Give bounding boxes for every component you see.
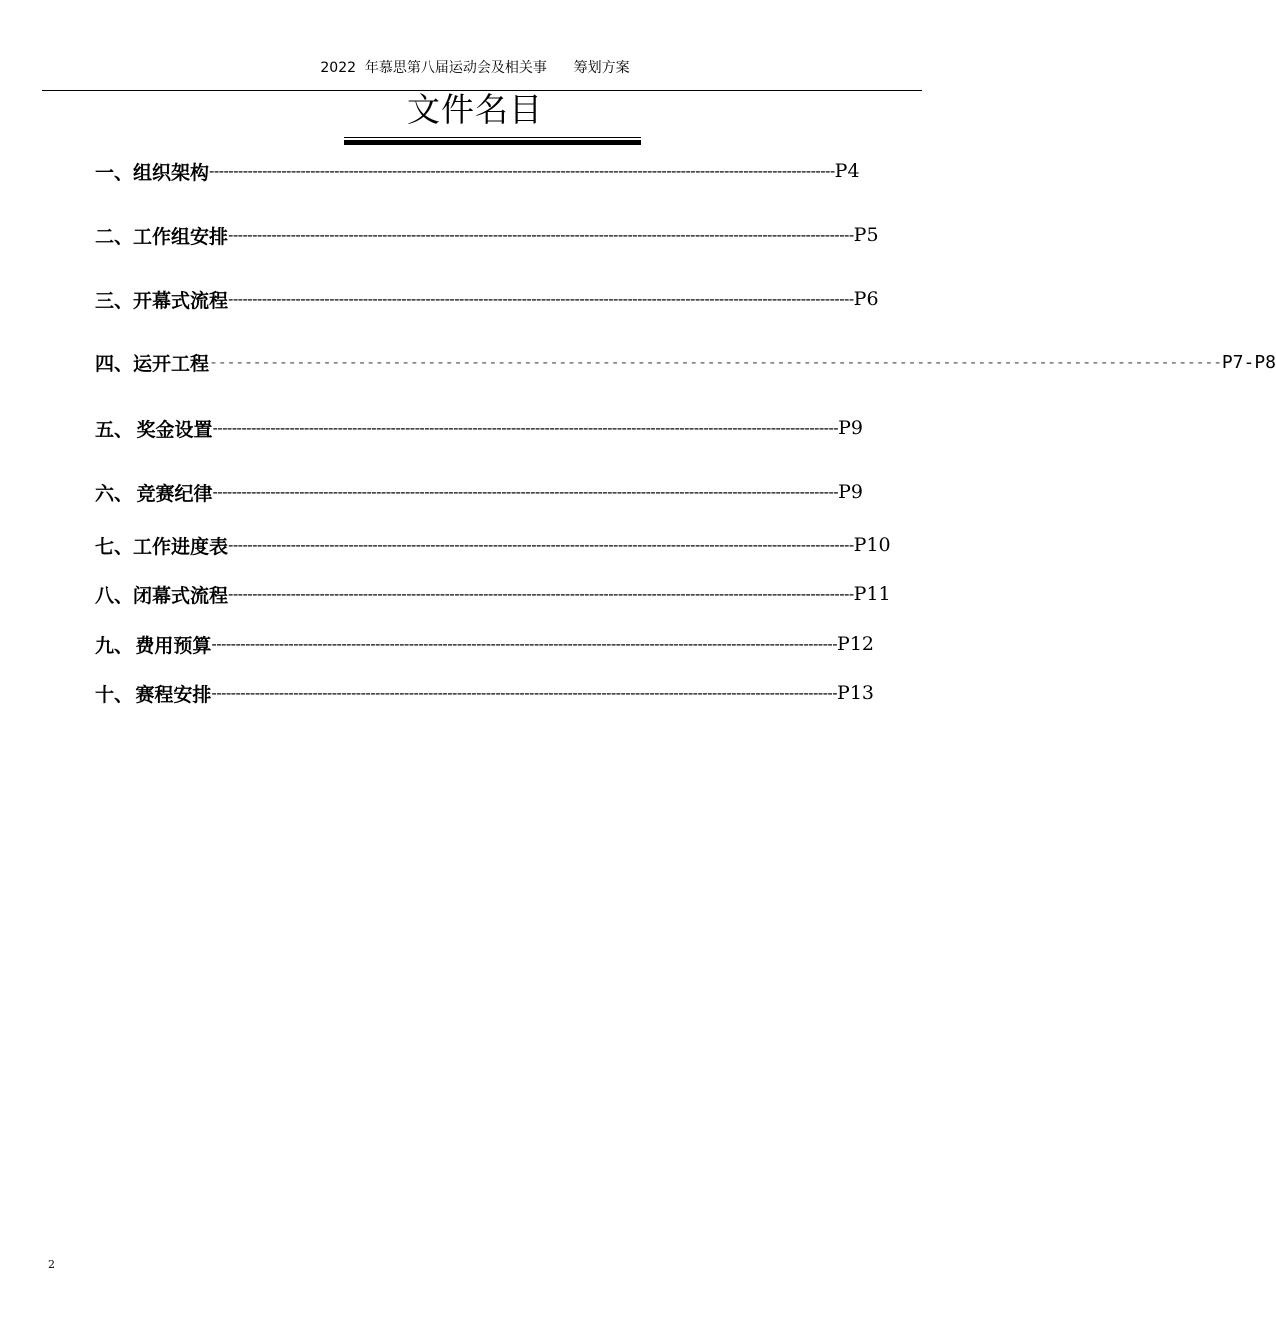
- toc-entry-title: 工作组安排: [133, 225, 229, 248]
- toc-entry-title: 工作进度表: [133, 535, 229, 558]
- toc-entry-number: 八、: [95, 584, 134, 607]
- toc-leader: ----------------------------------------------------------------------------------------------------------------------------------: [212, 419, 839, 437]
- toc-entry[interactable]: [95, 631, 874, 657]
- page-number: 2: [48, 1258, 55, 1271]
- toc-entry-page: P10: [853, 534, 891, 556]
- toc-entry-number: 三、: [95, 289, 134, 312]
- toc-entry-title: 赛程安排: [135, 683, 212, 706]
- toc-entry-title: 闭幕式流程: [133, 584, 229, 607]
- toc-leader: ----------------------------------------------------------------------------------------------------------------------------------: [211, 684, 838, 702]
- toc-entry[interactable]: [95, 286, 879, 312]
- toc-entry-number: 十、: [95, 683, 134, 706]
- toc-entry-title: 竞赛纪律: [136, 482, 213, 505]
- toc-entry-page: P11: [853, 583, 891, 605]
- toc-leader: ----------------------------------------------------------------------------------------------------------------------------------: [212, 483, 839, 501]
- toc-leader: --------------------------------------------------------------------------------------------------------------------: [209, 353, 1222, 371]
- toc-leader: ----------------------------------------------------------------------------------------------------------------------------------: [228, 536, 854, 554]
- toc-entry[interactable]: [95, 349, 1276, 375]
- toc-entry-page: P5: [853, 224, 879, 246]
- toc-entry-page: P9: [838, 417, 863, 439]
- toc-entry[interactable]: [95, 680, 874, 706]
- page-header: 2022 年慕思第八届运动会及相关事 筹划方案: [320, 60, 630, 76]
- toc-entry-page: P9: [838, 481, 863, 503]
- toc-leader: ----------------------------------------------------------------------------------------------------------------------------------: [228, 226, 854, 244]
- toc-entry[interactable]: [95, 532, 891, 558]
- title-underline-thin: [344, 137, 641, 138]
- toc-entry[interactable]: [95, 415, 863, 441]
- toc-entry-number: 五、: [95, 418, 134, 441]
- toc-entry-page: P12: [837, 633, 874, 655]
- toc-entry[interactable]: [95, 158, 860, 184]
- toc-leader: ----------------------------------------------------------------------------------------------------------------------------------: [209, 162, 835, 180]
- toc-entry-number: 六、: [95, 482, 134, 505]
- toc-entry[interactable]: [95, 479, 863, 505]
- toc-entry-number: 七、: [95, 535, 134, 558]
- toc-entry-page: P4: [834, 160, 860, 182]
- toc-entry-title: 费用预算: [135, 634, 212, 657]
- toc-entry-title: 开幕式流程: [133, 289, 229, 312]
- toc-entry-number: 二、: [95, 225, 134, 248]
- toc-leader: ----------------------------------------------------------------------------------------------------------------------------------: [228, 290, 854, 308]
- toc-entry-number: 九、: [95, 634, 134, 657]
- toc-entry-title: 组织架构: [133, 161, 210, 184]
- toc-entry[interactable]: [95, 581, 891, 607]
- toc-leader: ----------------------------------------------------------------------------------------------------------------------------------: [228, 585, 854, 603]
- toc-entry-page: P13: [837, 682, 874, 704]
- toc-entry-page: P6: [853, 288, 879, 310]
- toc-entry-title: 奖金设置: [136, 418, 213, 441]
- toc-entry-number: 一、: [95, 161, 134, 184]
- toc-entry[interactable]: [95, 222, 879, 248]
- toc-entry-number: 四、: [95, 352, 134, 375]
- title-underline-thick: [344, 140, 641, 145]
- toc-leader: ----------------------------------------------------------------------------------------------------------------------------------: [211, 635, 838, 653]
- document-title: 文件名目: [407, 90, 543, 129]
- toc-entry-title: 运开工程: [133, 352, 210, 375]
- toc-entry-page: P7-P8: [1221, 351, 1276, 373]
